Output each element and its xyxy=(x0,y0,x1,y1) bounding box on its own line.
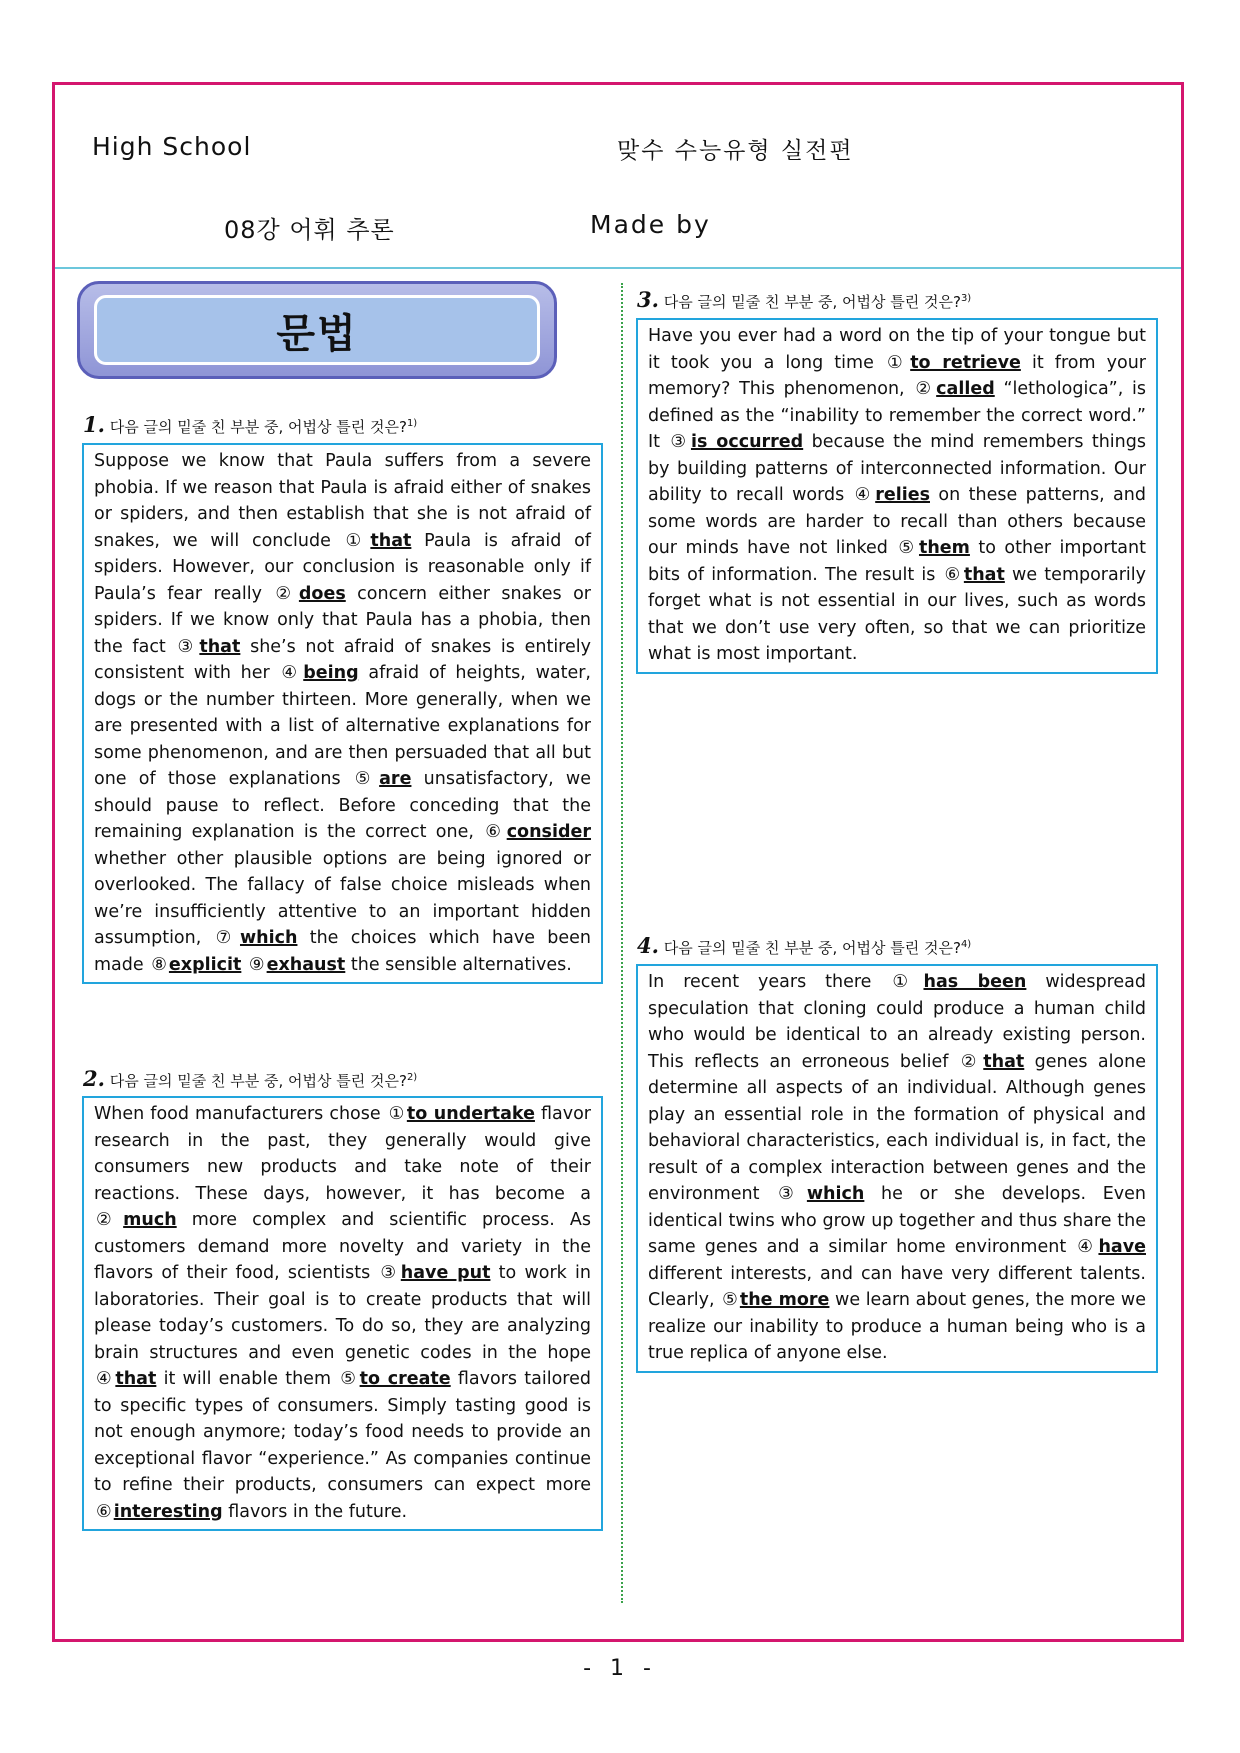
choice-marker: ① xyxy=(388,1104,405,1124)
underlined-choice: consider xyxy=(506,822,591,842)
question-prompt: 다음 글의 밑줄 친 부분 중, 어법상 틀린 것은? xyxy=(109,1072,407,1090)
header-school: High School xyxy=(92,132,252,161)
footnote-mark: 2) xyxy=(406,1072,418,1083)
choice-marker: ⑦ xyxy=(215,928,238,948)
underlined-choice: them xyxy=(918,538,970,558)
underlined-choice: that xyxy=(199,636,241,657)
header-made-by: Made by xyxy=(590,210,711,239)
choice-marker: ④ xyxy=(281,663,302,683)
question-number: 4. xyxy=(637,933,659,958)
underlined-choice: are xyxy=(379,769,412,789)
section-banner-inner xyxy=(94,295,540,365)
underlined-choice: that xyxy=(983,1051,1025,1072)
passage-text: In recent years there ① has been widespread speculation that cloning could produce a human child who would be identical to an already existing person. This reflects an erroneous belief ② that genes alone determine all aspects of an individual. Although genes play an essential role in the formation of physical and behavioral characteristics, each individual is, in fact, the result of a complex interaction between genes and the environment ③ which he or she develops. Even identical twins who grow up together and thus share the same genes and a similar home environment ④ have different interests, and can have very different talents. Clearly, ⑤ the more we learn about genes, the more we realize our inability to produce a human being who is a true replica of anyone else. xyxy=(648,972,1147,1363)
page-number: - 1 - xyxy=(583,1656,657,1681)
choice-marker: ⑨ xyxy=(248,954,265,975)
choice-marker: ⑥ xyxy=(944,564,962,585)
underlined-choice: have xyxy=(1098,1237,1146,1257)
question-3-passage xyxy=(636,318,1158,674)
underlined-choice: which xyxy=(806,1184,865,1204)
underlined-choice: called xyxy=(936,379,995,399)
question-4-passage xyxy=(636,964,1158,1373)
choice-marker: ③ xyxy=(380,1263,399,1283)
underlined-choice: explicit xyxy=(168,954,242,975)
choice-marker: ② xyxy=(96,1210,122,1230)
underlined-choice: to create xyxy=(359,1369,451,1389)
underlined-choice: much xyxy=(123,1210,177,1230)
header-series-title: 맞수 수능유형 실전편 xyxy=(617,138,854,164)
choice-marker: ⑥ xyxy=(485,822,505,842)
question-4-label xyxy=(637,933,971,958)
footnote-mark: 3) xyxy=(960,293,972,304)
choice-marker: ④ xyxy=(854,485,874,505)
header-lesson: 08강 어휘 추론 xyxy=(224,216,395,244)
underlined-choice: exhaust xyxy=(266,954,346,975)
choice-marker: ③ xyxy=(177,636,198,657)
section-banner xyxy=(77,281,557,379)
question-prompt: 다음 글의 밑줄 친 부분 중, 어법상 틀린 것은? xyxy=(663,939,961,957)
choice-marker: ① xyxy=(892,972,922,992)
underlined-choice: is occurred xyxy=(690,432,804,452)
question-prompt: 다음 글의 밑줄 친 부분 중, 어법상 틀린 것은? xyxy=(663,293,961,311)
passage-text: Suppose we know that Paula suffers from a severe phobia. If we reason that Paula is afraid either of snakes or spiders, and then establish that she is not afraid of snakes, we will conclude ① that Paula is afraid of spiders. However, our conclusion is reasonable only if Paula’s fear really ② does concern either snakes or spiders. If we know only that Paula has a phobia, then the fact ③ that she’s not afraid of snakes is entirely consistent with her ④ being afraid of heights, water, dogs or the number thirteen. More generally, when we are presented with a list of alternative explanations for some phenomenon, and are then persuaded that all but one of those explanations ⑤ are unsatisfactory, we should pause to reflect. Before conceding that the remaining explanation is the correct one, ⑥ consider whether other plausible options are being ignored or overlooked. The fallacy of false choice misleads when we’re insufficiently attentive to an important hidden assumption, ⑦ which the choices which have been made ⑧ explicit ⑨ exhaust the sensible alternatives. xyxy=(94,451,591,975)
underlined-choice: that xyxy=(963,564,1005,585)
question-prompt: 다음 글의 밑줄 친 부분 중, 어법상 틀린 것은? xyxy=(109,418,407,436)
question-number: 3. xyxy=(637,287,659,312)
underlined-choice: does xyxy=(298,583,346,604)
underlined-choice: to undertake xyxy=(406,1104,535,1124)
passage-text: Have you ever had a word on the tip of your tongue but it took you a long time ① to retrieve it from your memory? This phenomenon, ② called “lethologica”, is defined as the “inability to remember the correct word.” It ③ is occurred because the mind remembers things by building patterns of interconnected information. Our ability to recall words ④ relies on these patterns, and some words are harder to recall than others because our minds have not linked ⑤ them to other important bits of information. The result is ⑥ that we temporarily forget what is not essential in our lives, such as words that we don’t use very often, so that we can prioritize what is most important. xyxy=(648,326,1146,664)
footnote-mark: 4) xyxy=(960,939,972,950)
question-2-passage xyxy=(82,1096,603,1531)
underlined-choice: the more xyxy=(739,1290,830,1310)
question-2-label xyxy=(83,1066,417,1091)
underlined-choice: that xyxy=(115,1369,157,1389)
column-divider xyxy=(621,283,623,1603)
choice-marker: ⑤ xyxy=(340,1369,358,1389)
underlined-choice: being xyxy=(303,663,359,683)
section-title: 문법 xyxy=(276,310,358,357)
choice-marker: ① xyxy=(886,352,909,373)
choice-marker: ⑤ xyxy=(354,769,378,789)
underlined-choice: that xyxy=(370,530,412,551)
header-divider xyxy=(55,267,1181,269)
choice-marker: ② xyxy=(960,1051,982,1072)
footnote-mark: 1) xyxy=(406,418,418,429)
choice-marker: ⑤ xyxy=(722,1290,738,1310)
choice-marker: ② xyxy=(275,583,297,604)
underlined-choice: interesting xyxy=(113,1501,223,1522)
choice-marker: ④ xyxy=(1077,1237,1097,1257)
choice-marker: ③ xyxy=(778,1184,805,1204)
question-1-passage xyxy=(82,443,603,984)
question-3-label xyxy=(637,287,971,312)
choice-marker: ⑥ xyxy=(96,1501,112,1522)
choice-marker: ④ xyxy=(96,1369,114,1389)
underlined-choice: have put xyxy=(400,1263,491,1283)
question-number: 2. xyxy=(83,1066,105,1091)
choice-marker: ② xyxy=(915,379,935,399)
underlined-choice: to retrieve xyxy=(910,352,1021,373)
underlined-choice: has been xyxy=(923,972,1027,992)
choice-marker: ① xyxy=(345,530,369,551)
choice-marker: ③ xyxy=(670,432,689,452)
question-number: 1. xyxy=(83,412,105,437)
question-1-label xyxy=(83,412,417,437)
choice-marker: ⑧ xyxy=(151,954,167,975)
passage-text: When food manufacturers chose ① to undertake flavor research in the past, they generally would give consumers new products and take note of their reactions. These days, however, it has become a ② much more complex and scientific process. As customers demand more novelty and variety in the flavors of their food, scientists ③ have put to work in laboratories. Their goal is to create products that will please today’s customers. To do so, they are analyzing brain structures and even genetic codes in the hope ④ that it will enable them ⑤ to create flavors tailored to specific types of consumers. Simply tasting good is not enough anymore; today’s food needs to provide an exceptional flavor “experience.” As companies continue to refine their products, consumers can expect more ⑥ interesting flavors in the future. xyxy=(94,1104,591,1522)
underlined-choice: which xyxy=(239,928,298,948)
underlined-choice: relies xyxy=(875,485,930,505)
choice-marker: ⑤ xyxy=(898,538,917,558)
